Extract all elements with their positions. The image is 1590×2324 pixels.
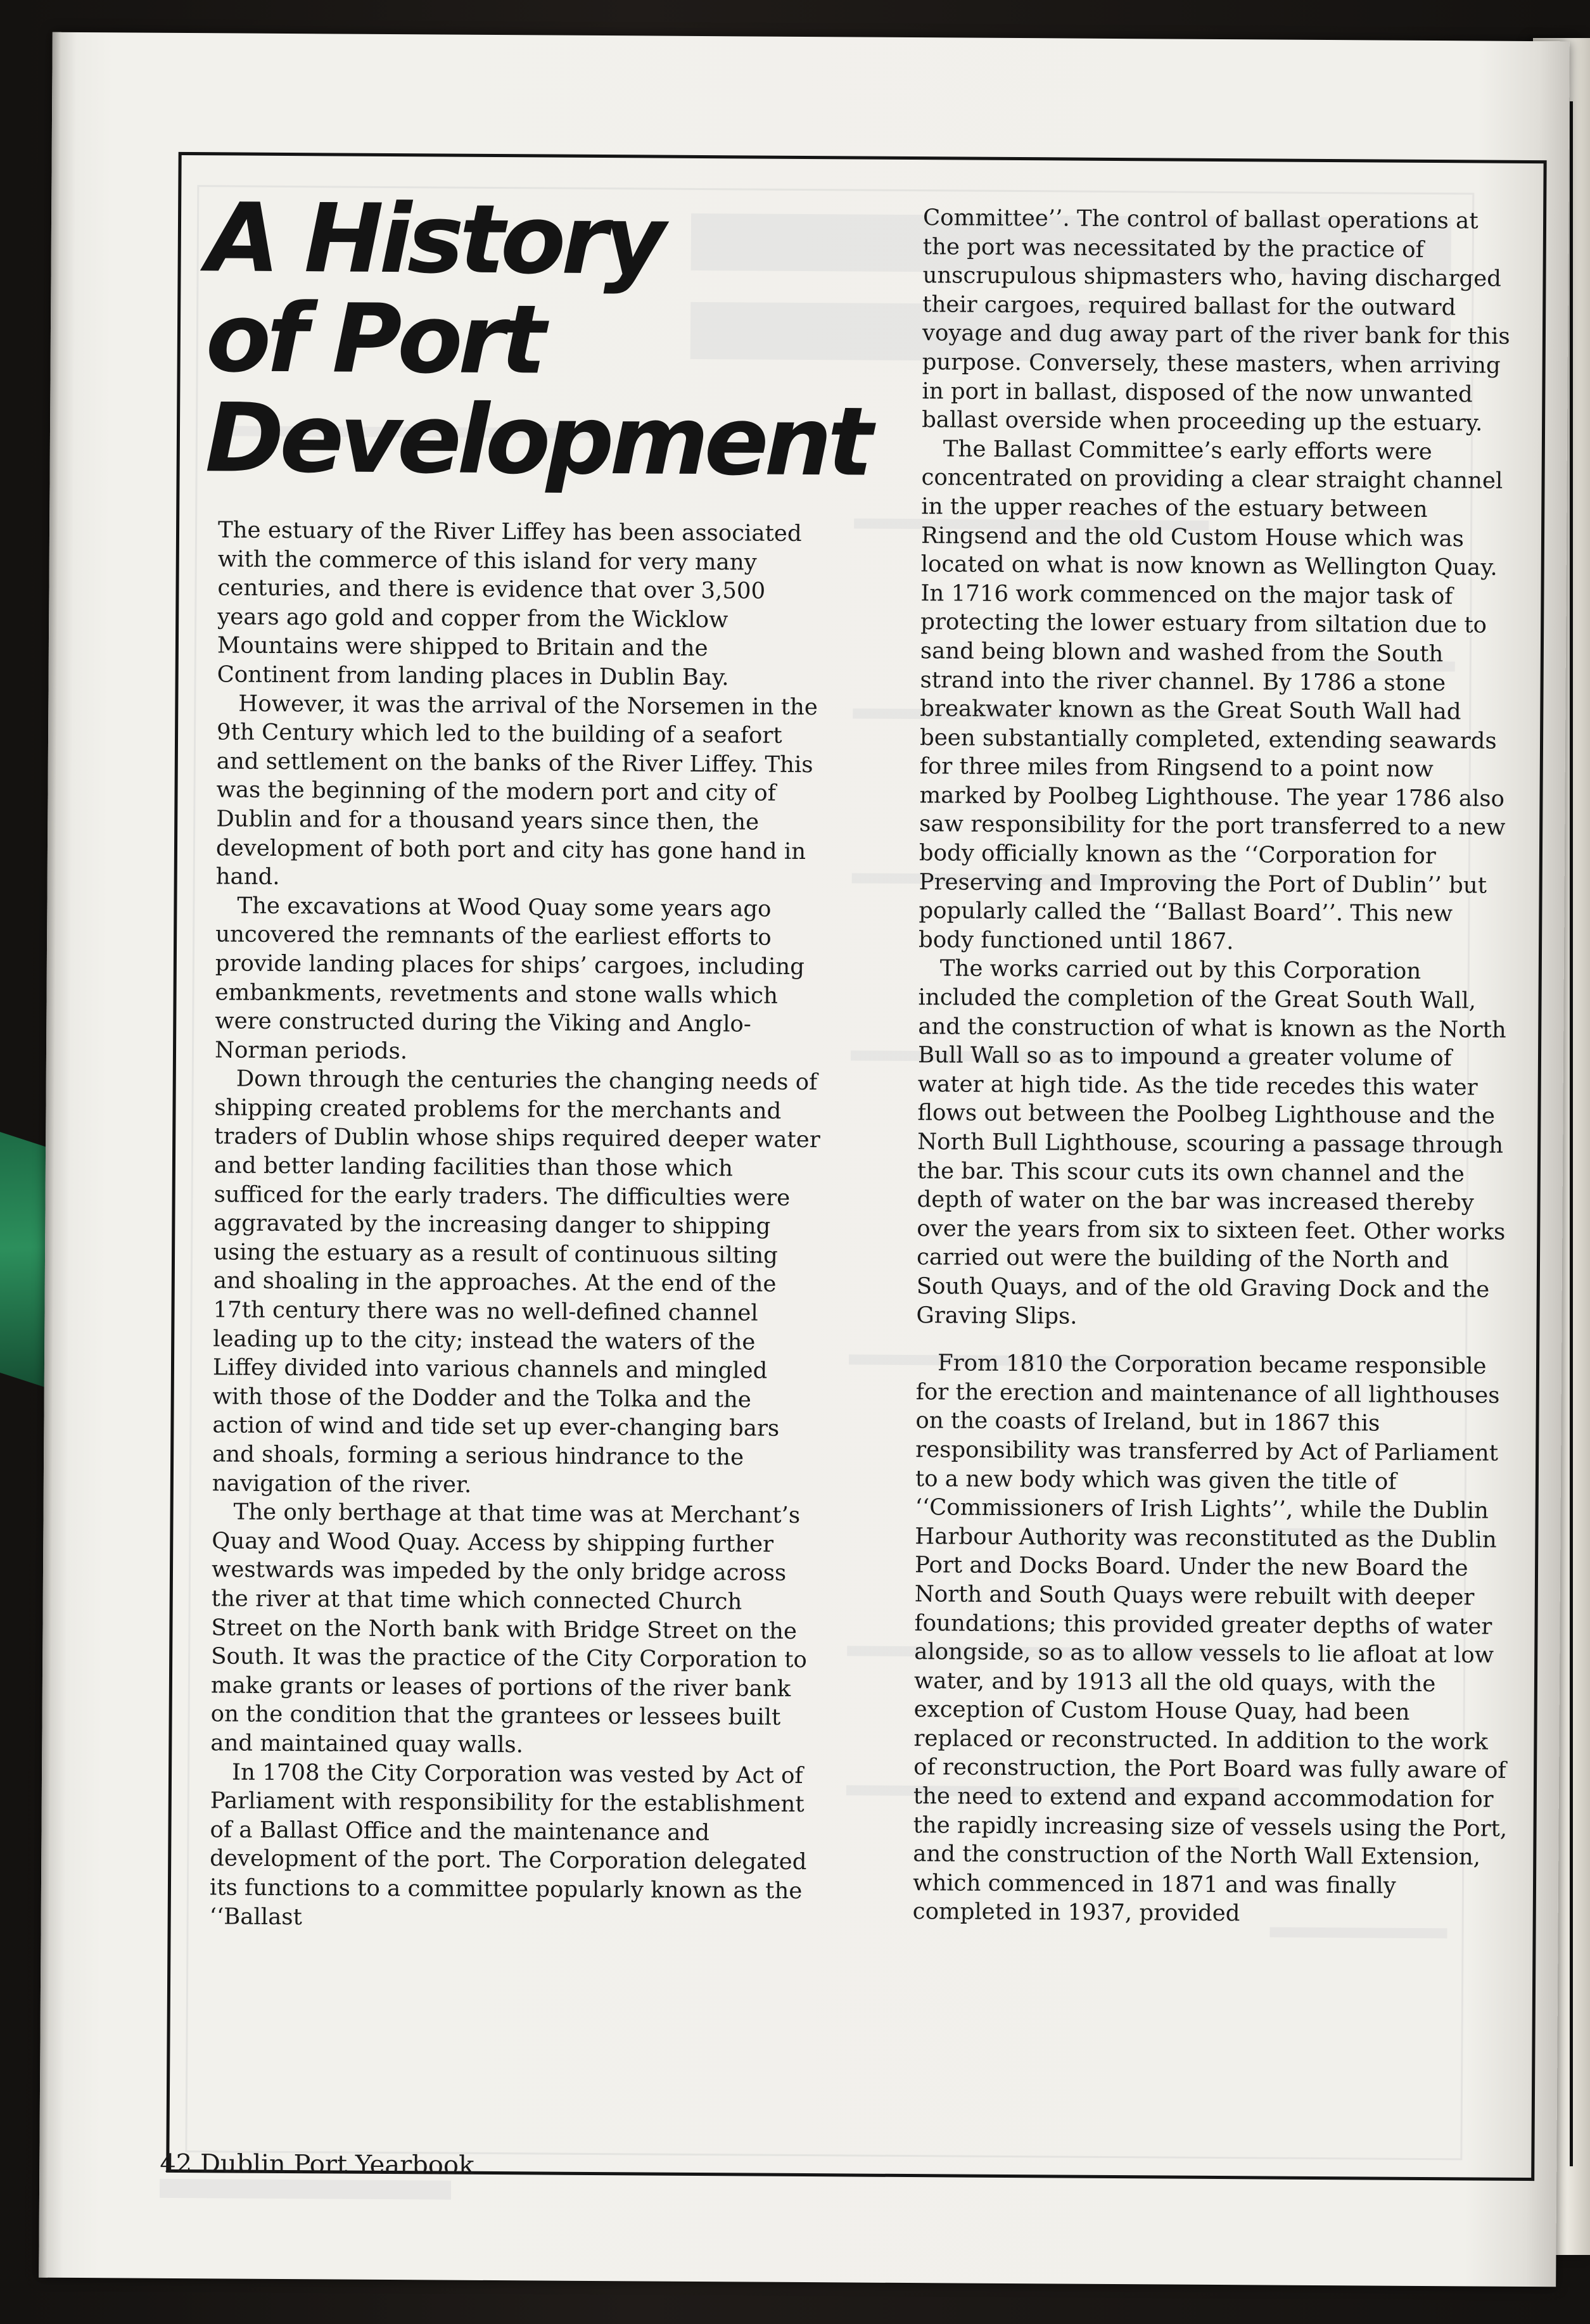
green-cover-edge — [0, 1132, 51, 1389]
paragraph: However, it was the arrival of the Norsemen in the 9th Century which led to the building of a seafort and settlement on the banks of the River Liffey. This was the beginning of the modern port and city of Dublin and for a thousand years since then, the development of both port and city has gone hand in hand. — [215, 690, 818, 891]
paragraph: From 1810 the Corporation became responsible for the erection and maintenance of all lighthouses on the coasts of Ireland, but in 1867 this responsibility was transferred by Act of Parliament to a new body which was given the title of ‘‘Commissioners of Irish Lights’’, while the Dublin Harbour Authority was reconstituted as the Dublin Port and Docks Board. Under the new Board the North and South Quays were rebuilt with deeper foundations; this provided greater depths of water alongside, so as to allow vessels to lie afloat at low water, and by 1913 all the old quays, with the exception of Custom House Quay, had been replaced or reconstructed. In addition to the work of reconstruction, the Port Board was fully aware of the need to extend and expand accommodation for the rapidly increasing size of vessels using the Port, and the construction of the North Wall Extension, which commenced in 1871 and was finally completed in 1937, provided — [912, 1350, 1508, 1927]
article-title — [205, 183, 967, 498]
paragraph: Down through the centuries the changing needs of shipping created problems for the merchants and traders of Dublin whose ships required deeper water and better landing facilities than those which sufficed for the early traders. The difficulties were aggravated by the increasing danger to shipping using the estuary as a result of continuous silting and shoaling in the approaches. At the end of the 17th century there was no well-defined channel leading up to the city; instead the waters of the Liffey divided into various channels and mingled with those of the Dodder and the Tolka and the action of wind and tide set up ever-changing bars and shoals, forming a serious hindrance to the navigation of the river. — [212, 1065, 820, 1498]
title-line: of Port — [205, 283, 542, 396]
paragraph: The works carried out by this Corporation included the completion of the Great South Wall, and the construction of what is known as the North Bull Wall so as to impound a greater volume of water at high tide. As the tide recedes this water flows out between the Poolbeg Lighthouse and the North Bull Lighthouse, scouring a passage through the bar. This scour cuts its own channel and the depth of water on the bar was increased thereby over the years from six to sixteen feet. Other works carried out were the building of the North and South Quays, and of the old Graving Dock and the Graving Slips. — [916, 955, 1506, 1330]
magazine-page — [39, 32, 1570, 2287]
paragraph: In 1708 the City Corporation was vested by Act of Parliament with responsibility for the establishment of a Ballast Office and the maintenance and development of the port. The Corporation delegated its functions to a committee popularly known as the ‘‘Ballast — [209, 1759, 807, 1930]
show-through-footer — [160, 2179, 451, 2200]
page-footer: 42 Dublin Port Yearbook — [160, 2149, 474, 2180]
paragraph: The estuary of the River Liffey has been associated with the commerce of this island for very many centuries, and there is evidence that over 3,500 years ago gold and copper from the Wicklow Mountains were shipped to Britain and the Continent from landing places in Dublin Bay. — [217, 517, 802, 691]
paragraph: The excavations at Wood Quay some years ago uncovered the remnants of the earliest efforts to provide landing places for ships’ cargoes, including embankments, revetments and stone walls which were constructed during the Viking and Anglo-Norman periods. — [214, 892, 805, 1064]
adjacent-page-border — [1570, 101, 1573, 2166]
left-text-column — [210, 516, 827, 1934]
paragraph: The only berthage at that time was at Merchant’s Quay and Wood Quay. Access by shipping further westwards was impeded by the only bridge across the river at that time which connected Church Street on the North bank with Bridge Street on the South. It was the practice of the City Corporation to make grants or leases of portions of the river bank on the condition that the grantees or lessees built and maintained quay walls. — [210, 1499, 808, 1758]
title-line: Development — [205, 383, 869, 498]
paragraph: Committee’’. The control of ballast operations at the port was necessitated by the practice of unscrupulous shipmasters who, having discharged their cargoes, required ballast for the outward voyage and dug away part of the river bank for this purpose. Conversely, these masters, when arriving in port in ballast, disposed of the now unwanted ballast overside when proceeding up the estuary. — [922, 205, 1510, 436]
right-text-column — [913, 203, 1519, 1930]
title-line: A History — [206, 183, 662, 296]
paragraph: The Ballast Committee’s early efforts were concentrated on providing a clear straight channel in the upper reaches of the estuary between Ringsend and the old Custom House which was located on what is now known as Wellington Quay. In 1716 work commenced on the major task of protecting the lower estuary from siltation due to sand being blown and washed from the South strand into the river channel. By 1786 a stone breakwater known as the Great South Wall had been substantially completed, extending seawards for three miles from Ringsend to a point now marked by Poolbeg Lighthouse. The year 1786 also saw responsibility for the port transferred to a new body officially known as the ‘‘Corporation for Preserving and Improving the Port of Dublin’’ but popularly called the ‘‘Ballast Board’’. This new body functioned until 1867. — [918, 436, 1506, 955]
